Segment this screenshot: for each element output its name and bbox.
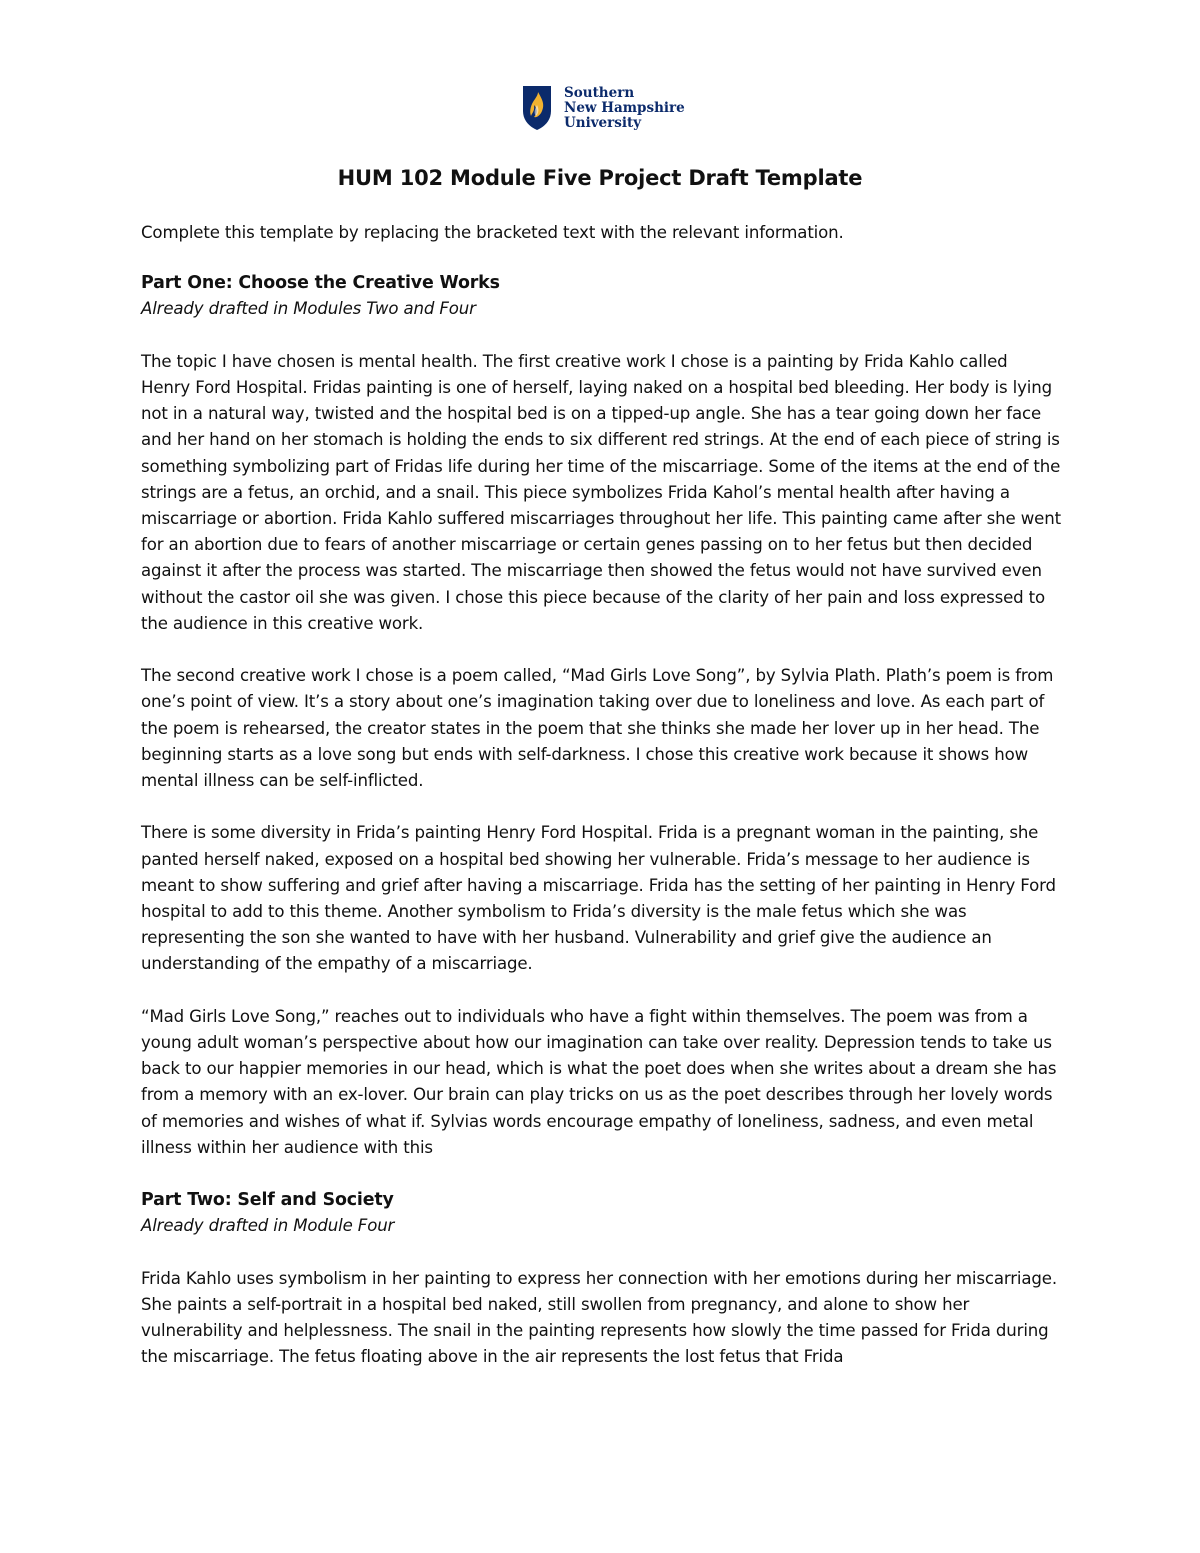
document-body bbox=[141, 220, 1061, 1397]
logo-line-3: University bbox=[564, 114, 642, 131]
part-two-subheading: Already drafted in Module Four bbox=[141, 1216, 395, 1236]
shield-flame-icon bbox=[522, 85, 552, 131]
part-one-paragraph-2: The second creative work I chose is a poem called, “Mad Girls Love Song”, by Sylvia Plath. Plath’s poem is from one’s point of view. It’s a story about one’s imagination taking over due to loneliness and love. As each part of the poem is rehearsed, the creator states in the poem that she thinks she made her lover up in her head. The beginning starts as a love song but ends with self-darkness. I chose this creative work because it shows how mental illness can be self-inflicted. bbox=[141, 666, 1054, 791]
part-two-heading: Part Two: Self and Society bbox=[141, 1190, 394, 1211]
part-one-subheading: Already drafted in Modules Two and Four bbox=[141, 299, 476, 319]
logo-line-1: Southern bbox=[564, 84, 635, 101]
part-one-paragraph-1: The topic I have chosen is mental health. The first creative work I chose is a painting by Frida Kahlo called Henry Ford Hospital. Fridas painting is one of herself, laying naked on a hospital bed bleeding. Her body is lying not in a natural way, twisted and the hospital bed is on a tipped-up angle. She has a tear going down her face and her hand on her stomach is holding the ends to six different red strings. At the end of each piece of string is something symbolizing part of Fridas life during her time of the miscarriage. Some of the items at the end of the strings are a fetus, an orchid, and a snail. This piece symbolizes Frida Kahol’s mental health after having a miscarriage or abortion. Frida Kahlo suffered miscarriages throughout her life. This painting came after she went for an abortion due to fears of another miscarriage or certain genes passing on to her fetus but then decided against it after the process was started. The miscarriage then showed the fetus would not have survived even without the castor oil she was given. I chose this piece because of the clarity of her pain and loss expressed to the audience in this creative work. bbox=[141, 351, 1061, 633]
part-one-heading: Part One: Choose the Creative Works bbox=[141, 273, 500, 294]
instructions: Complete this template by replacing the bracketed text with the relevant information. bbox=[141, 223, 844, 242]
part-one-paragraph-3: There is some diversity in Frida’s painting Henry Ford Hospital. Frida is a pregnant woman in the painting, she panted herself naked, exposed on a hospital bed showing her vulnerable. Frida’s message to her audience is meant to show suffering and grief after having a miscarriage. Frida has the setting of her painting in Henry Ford hospital to add to this theme. Another symbolism to Frida’s diversity is the male fetus which she was representing the son she wanted to have with her husband. Vulnerability and grief give the audience an understanding of the empathy of a miscarriage. bbox=[141, 823, 1056, 974]
university-logo bbox=[522, 84, 685, 132]
logo-line-2: New Hampshire bbox=[564, 99, 685, 116]
document-title: HUM 102 Module Five Project Draft Template bbox=[337, 166, 863, 190]
university-name bbox=[564, 86, 685, 131]
part-two-paragraph-1: Frida Kahlo uses symbolism in her painting to express her connection with her emotions during her miscarriage. She paints a self-portrait in a hospital bed naked, still swollen from pregnancy, and alone to show her vulnerability and helplessness. The snail in the painting represents how slowly the time passed for Frida during the miscarriage. The fetus floating above in the air represents the lost fetus that Frida bbox=[141, 1268, 1057, 1367]
part-one-paragraph-4: “Mad Girls Love Song,” reaches out to individuals who have a fight within themselves. The poem was from a young adult woman’s perspective about how our imagination can take over reality. Depression tends to take us back to our happier memories in our head, which is what the poet does when she writes about a dream she has from a memory with an ex-lover. Our brain can play tricks on us as the poet describes through her lovely words of memories and wishes of what if. Sylvias words encourage empathy of loneliness, sadness, and even metal illness within her audience with this bbox=[141, 1006, 1057, 1157]
